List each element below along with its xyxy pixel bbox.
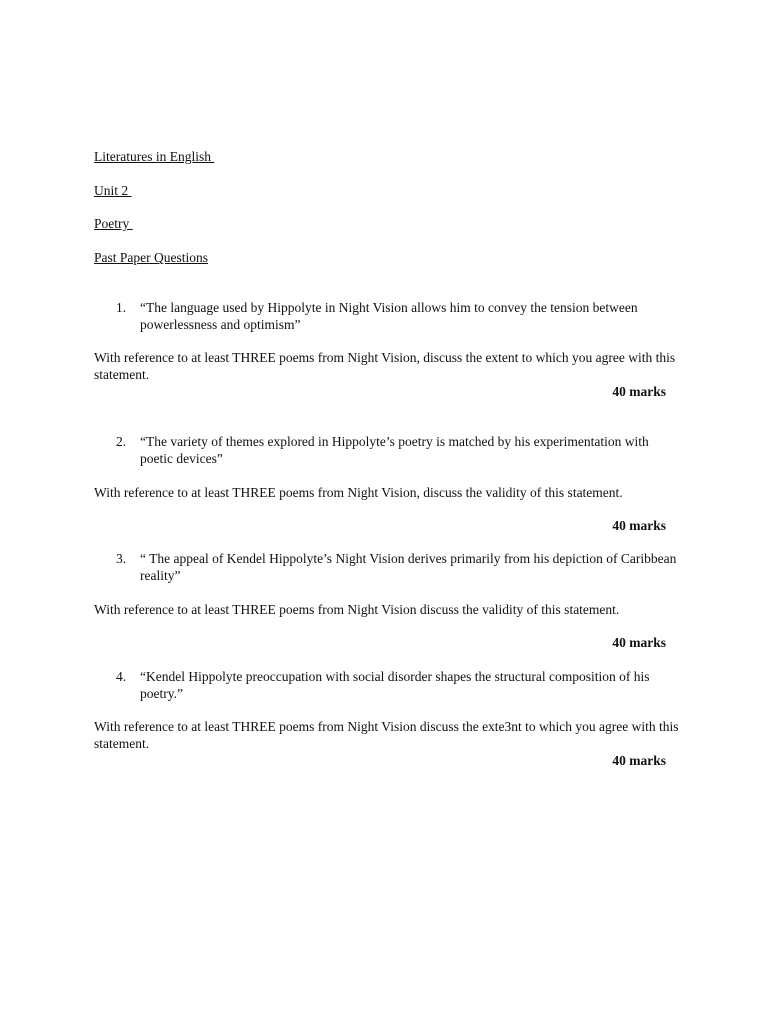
question-marks: 40 marks: [612, 518, 666, 533]
question-quote: “The language used by Hippolyte in Night Vision allows him to convey the tension between powerlessness and optimism”: [140, 300, 638, 332]
subject-heading: Literatures in English: [94, 149, 215, 164]
question-number: 2.: [116, 434, 127, 449]
question-marks: 40 marks: [612, 753, 666, 768]
question-number: 1.: [116, 300, 127, 315]
unit-heading: Unit 2: [94, 183, 132, 198]
question-instruction: With reference to at least THREE poems from Night Vision, discuss the extent to which you agree with this statement.: [94, 350, 676, 382]
page-title: Past Paper Questions: [94, 250, 208, 265]
question-instruction: With reference to at least THREE poems from Night Vision discuss the exte3nt to which you agree with this statement.: [94, 719, 679, 751]
question-quote: “Kendel Hippolyte preoccupation with social disorder shapes the structural composition of his poetry.”: [140, 669, 650, 701]
question-number: 4.: [116, 669, 127, 684]
question-marks: 40 marks: [612, 635, 666, 650]
question-instruction: With reference to at least THREE poems from Night Vision, discuss the validity of this statement.: [94, 485, 623, 500]
question-quote: “ The appeal of Kendel Hippolyte’s Night Vision derives primarily from his depiction of Caribbean reality”: [140, 551, 677, 583]
topic-heading: Poetry: [94, 216, 133, 231]
question-marks: 40 marks: [612, 384, 666, 399]
question-number: 3.: [116, 551, 127, 566]
question-instruction: With reference to at least THREE poems from Night Vision discuss the validity of this statement.: [94, 602, 620, 617]
question-quote: “The variety of themes explored in Hippolyte’s poetry is matched by his experimentation with poetic devices”: [140, 434, 649, 466]
